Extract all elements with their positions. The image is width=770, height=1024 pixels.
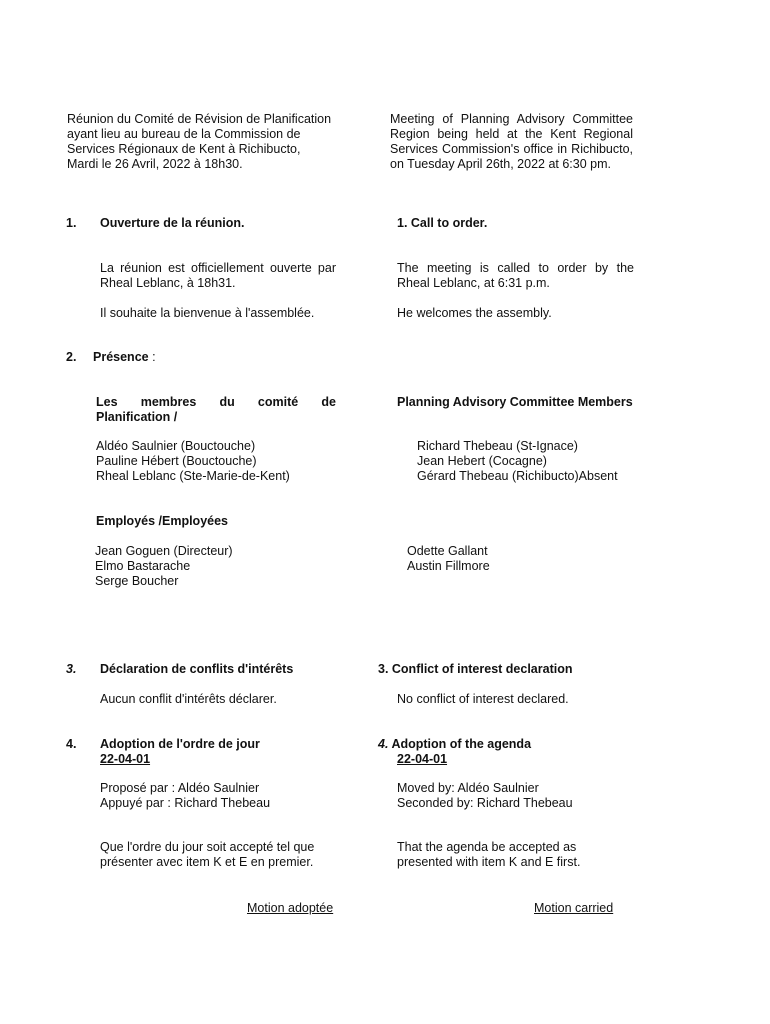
staff-heading: Employés /Employées	[96, 514, 229, 528]
section4-code-en: 22-04-01	[397, 752, 448, 766]
member-name: Richard Thebeau (St-Ignace)	[417, 439, 578, 453]
section4-resolution-en	[397, 840, 580, 870]
section3-title-en: 3. Conflict of interest declaration	[378, 662, 573, 676]
section2-title	[93, 350, 156, 365]
staff-list-right	[407, 544, 490, 574]
member-name: Gérard Thebeau (Richibucto)Absent	[417, 469, 618, 483]
motion-result-en: Motion carried	[534, 901, 614, 915]
moved-line: Seconded by: Richard Thebeau	[397, 796, 573, 810]
header-en-line: Meeting of Planning Advisory Committee	[390, 112, 633, 126]
section2-title-suffix: :	[148, 350, 156, 364]
header-en-line: on Tuesday April 26th, 2022 at 6:30 pm.	[390, 157, 611, 171]
header-fr-line: Réunion du Comité de Révision de Planification	[67, 112, 332, 126]
member-name: Pauline Hébert (Bouctouche)	[96, 454, 257, 468]
section4-title-en-num: 4.	[378, 737, 389, 751]
resolution-line: presented with item K and E first.	[397, 855, 581, 869]
members-heading-fr	[96, 395, 336, 425]
section2-number: 2.	[66, 350, 77, 364]
section1-body-en	[397, 261, 634, 291]
section4-title-fr: Adoption de l'ordre de jour	[100, 737, 260, 751]
section1-number: 1.	[66, 216, 77, 230]
motion-result-fr: Motion adoptée	[247, 901, 334, 915]
members-list-right	[417, 439, 618, 484]
staff-list-left	[95, 544, 233, 589]
members-heading-fr-line: Planification /	[96, 410, 178, 424]
header-fr-line: Services Régionaux de Kent à Richibucto,	[67, 142, 301, 156]
resolution-line: That the agenda be accepted as	[397, 840, 577, 854]
section1-body-fr	[100, 261, 336, 291]
member-name: Aldéo Saulnier (Bouctouche)	[96, 439, 256, 453]
member-name: Rheal Leblanc (Ste-Marie-de-Kent)	[96, 469, 290, 483]
staff-name: Jean Goguen (Directeur)	[95, 544, 233, 558]
member-name: Jean Hebert (Cocagne)	[417, 454, 547, 468]
staff-name: Elmo Bastarache	[95, 559, 191, 573]
section3-number: 3.	[66, 662, 77, 676]
header-fr-line: Mardi le 26 Avril, 2022 à 18h30.	[67, 157, 243, 171]
section1-body-en-line: Rheal Leblanc, at 6:31 p.m.	[397, 276, 550, 290]
members-heading-en: Planning Advisory Committee Members	[397, 395, 633, 409]
section4-title-en	[378, 737, 531, 752]
members-list-left	[96, 439, 290, 484]
header-en	[390, 112, 633, 172]
section3-body-en: No conflict of interest declared.	[397, 692, 569, 706]
section4-moved-fr	[100, 781, 270, 811]
section4-number: 4.	[66, 737, 77, 751]
staff-name: Serge Boucher	[95, 574, 179, 588]
section1-title-en: 1. Call to order.	[397, 216, 488, 230]
staff-name: Austin Fillmore	[407, 559, 490, 573]
section3-body-fr: Aucun conflit d'intérêts déclarer.	[100, 692, 277, 706]
section1-welcome-en: He welcomes the assembly.	[397, 306, 552, 320]
section1-title-fr: Ouverture de la réunion.	[100, 216, 245, 230]
section1-welcome-fr: Il souhaite la bienvenue à l'assemblée.	[100, 306, 315, 320]
section2-title-text: Présence	[93, 350, 149, 364]
moved-line: Proposé par : Aldéo Saulnier	[100, 781, 260, 795]
moved-line: Moved by: Aldéo Saulnier	[397, 781, 539, 795]
members-heading-fr-line: Les membres du comité de	[96, 395, 336, 409]
section1-body-fr-line: Rheal Leblanc, à 18h31.	[100, 276, 236, 290]
header-fr	[67, 112, 347, 172]
section4-resolution-fr	[100, 840, 314, 870]
header-en-line: Region being held at the Kent Regional	[390, 127, 633, 141]
resolution-line: présenter avec item K et E en premier.	[100, 855, 314, 869]
section4-moved-en	[397, 781, 573, 811]
section4-code-fr: 22-04-01	[100, 752, 151, 766]
header-fr-line: ayant lieu au bureau de la Commission de	[67, 127, 301, 141]
moved-line: Appuyé par : Richard Thebeau	[100, 796, 271, 810]
resolution-line: Que l'ordre du jour soit accepté tel que	[100, 840, 315, 854]
section4-title-en-text: Adoption of the agenda	[388, 737, 532, 751]
section3-title-fr: Déclaration de conflits d'intérêts	[100, 662, 294, 676]
section1-body-fr-line: La réunion est officiellement ouverte par	[100, 261, 336, 275]
staff-name: Odette Gallant	[407, 544, 488, 558]
section1-body-en-line: The meeting is called to order by the	[397, 261, 634, 275]
header-en-line: Services Commission's office in Richibucto,	[390, 142, 633, 156]
